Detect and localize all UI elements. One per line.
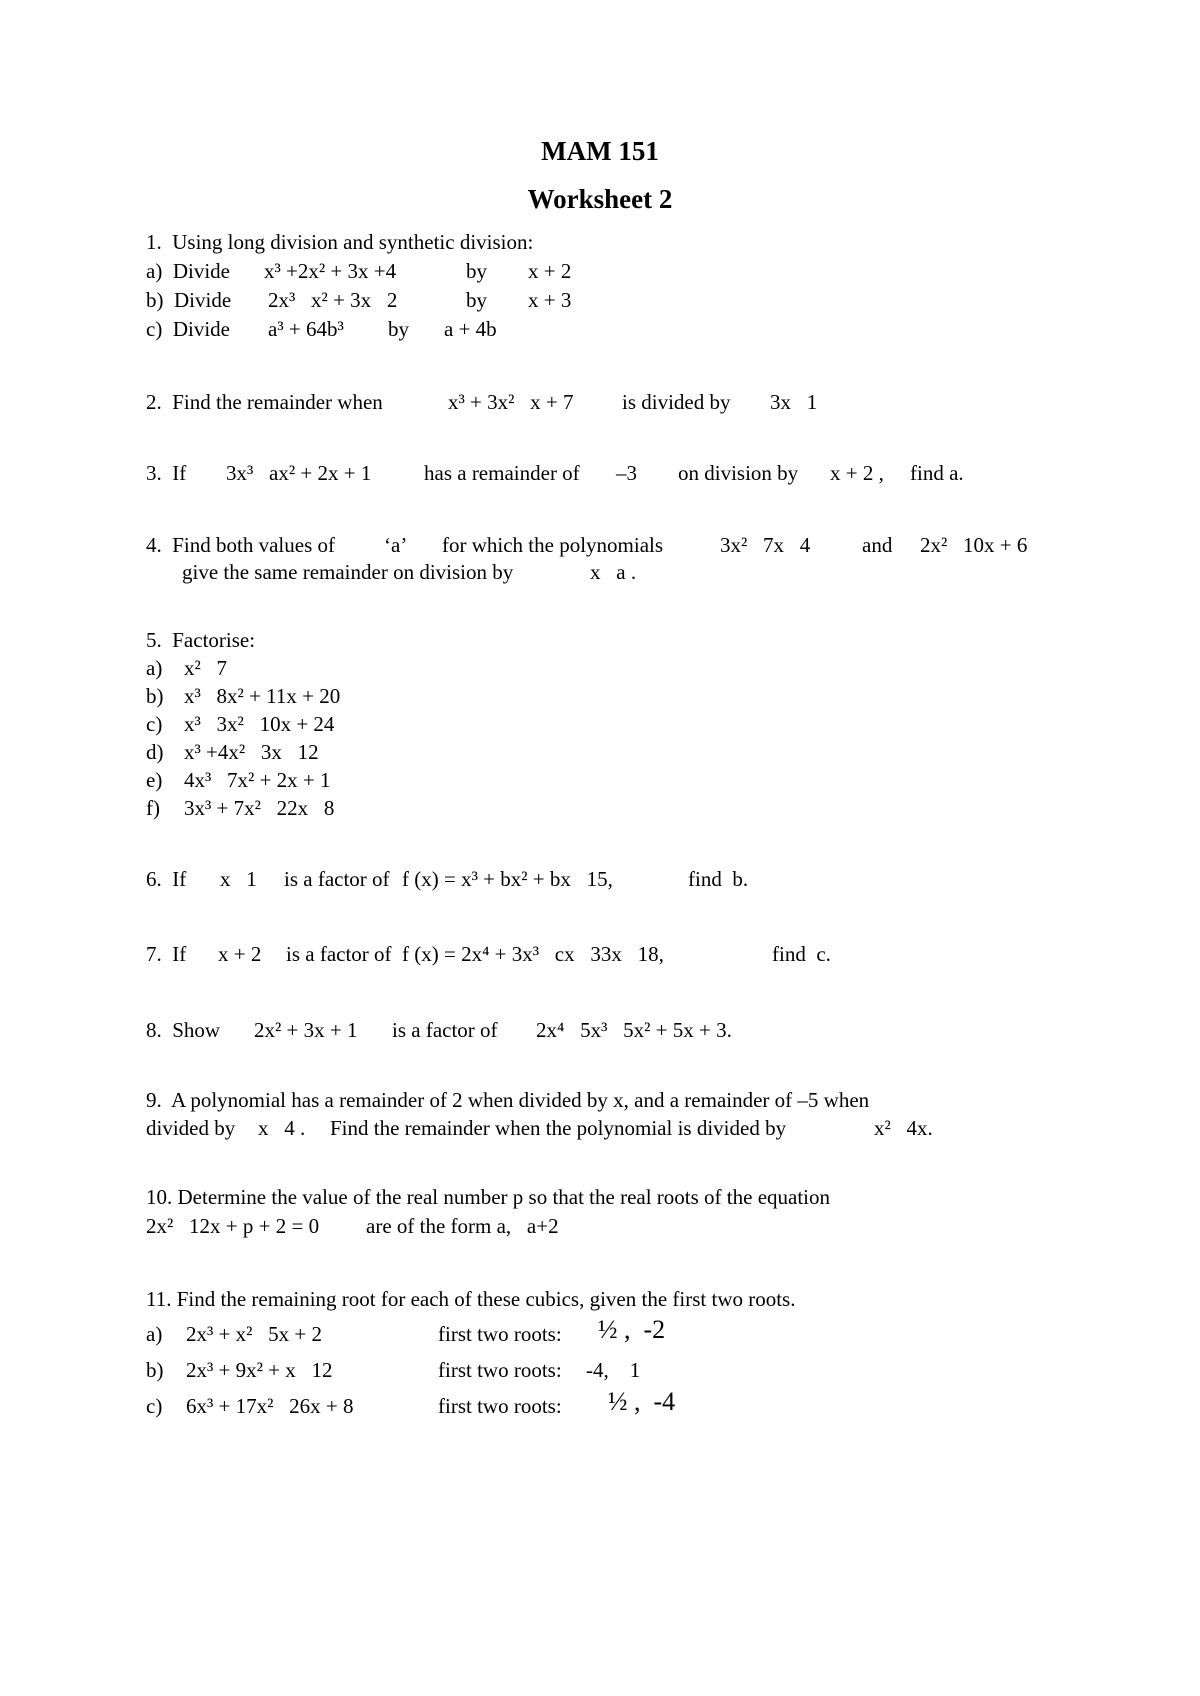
q4-quote: ‘a’ <box>384 533 408 557</box>
q11c-label: c) <box>146 1394 163 1418</box>
q10-end: are of the form a, a+2 <box>366 1214 559 1238</box>
q1c-divisor: a + 4b <box>444 317 497 341</box>
q11a-label: a) <box>146 1322 163 1346</box>
q4-expression-1: 3x² 7x 4 <box>720 533 811 557</box>
q9-line2-mid: Find the remainder when the polynomial is divided by <box>330 1116 787 1140</box>
q11c-roots-label: first two roots: <box>438 1394 562 1418</box>
q2-divisor: 3x 1 <box>770 390 818 414</box>
q7-end: find c. <box>772 942 831 966</box>
q7-expression: f (x) = 2x⁴ + 3x³ cx 33x 18, <box>402 942 664 966</box>
q5b-expression: x³ 8x² + 11x + 20 <box>184 684 341 708</box>
q11b-roots: -4, 1 <box>586 1358 641 1382</box>
q5b-label: b) <box>146 684 164 708</box>
q2-text: 2. Find the remainder when <box>146 390 383 414</box>
q9-divisor: x 4 . <box>258 1116 306 1140</box>
q4-text: 4. Find both values of <box>146 533 335 557</box>
q3-expression: 3x³ ax² + 2x + 1 <box>226 461 372 485</box>
q10-expression: 2x² 12x + p + 2 = 0 <box>146 1214 320 1238</box>
q4-expression-2: 2x² 10x + 6 <box>920 533 1028 557</box>
q9-line1: 9. A polynomial has a remainder of 2 when divided by x, and a remainder of –5 when <box>146 1088 870 1112</box>
q3-value: –3 <box>616 461 637 485</box>
q1c-by: by <box>388 317 409 341</box>
q1c-label: c) Divide <box>146 317 230 341</box>
q1c-expression: a³ + 64b³ <box>268 317 344 341</box>
q5c-label: c) <box>146 712 163 736</box>
q11-intro: 11. Find the remaining root for each of these cubics, given the first two roots. <box>146 1287 796 1311</box>
q1a-expression: x³ +2x² + 3x +4 <box>264 259 397 283</box>
q5a-label: a) <box>146 656 163 680</box>
q8-mid: is a factor of <box>392 1018 498 1042</box>
q4-mid: for which the polynomials <box>442 533 664 557</box>
course-code-title: MAM 151 <box>541 136 659 166</box>
q11a-roots: ½ , -2 <box>598 1315 666 1344</box>
q11a-expression: 2x³ + x² 5x + 2 <box>186 1322 323 1346</box>
q9-line2-start: divided by <box>146 1116 236 1140</box>
q11b-label: b) <box>146 1358 164 1382</box>
q1a-label: a) Divide <box>146 259 230 283</box>
q7-factor: x + 2 <box>218 942 262 966</box>
q3-mid2: on division by <box>678 461 799 485</box>
q5-intro: 5. Factorise: <box>146 628 256 652</box>
q1b-by: by <box>466 288 487 312</box>
q4-divisor: x a . <box>590 560 637 584</box>
q8-text: 8. Show <box>146 1018 221 1042</box>
worksheet-title: Worksheet 2 <box>527 184 673 214</box>
q3-mid: has a remainder of <box>424 461 580 485</box>
q1a-divisor: x + 2 <box>528 259 572 283</box>
q3-end: find a. <box>910 461 964 485</box>
q5e-expression: 4x³ 7x² + 2x + 1 <box>184 768 331 792</box>
q11b-expression: 2x³ + 9x² + x 12 <box>186 1358 333 1382</box>
q11c-roots: ½ , -4 <box>608 1387 676 1416</box>
q6-expression: f (x) = x³ + bx² + bx 15, <box>402 867 613 891</box>
q3-divisor: x + 2 , <box>830 461 884 485</box>
q1b-divisor: x + 3 <box>528 288 572 312</box>
q6-end: find b. <box>688 867 749 891</box>
q8-expression-1: 2x² + 3x + 1 <box>254 1018 358 1042</box>
q2-mid: is divided by <box>622 390 731 414</box>
q4-and: and <box>862 533 893 557</box>
q4-line2: give the same remainder on division by <box>182 560 514 584</box>
q5d-expression: x³ +4x² 3x 12 <box>184 740 319 764</box>
q1b-label: b) Divide <box>146 288 232 312</box>
q1b-expression: 2x³ x² + 3x 2 <box>268 288 398 312</box>
q11a-roots-label: first two roots: <box>438 1322 562 1346</box>
q9-divisor-2: x² 4x. <box>874 1116 933 1140</box>
q5a-expression: x² 7 <box>184 656 228 680</box>
q1-intro: 1. Using long division and synthetic division: <box>146 230 534 254</box>
q1a-by: by <box>466 259 487 283</box>
q8-expression-2: 2x⁴ 5x³ 5x² + 5x + 3. <box>536 1018 732 1042</box>
q6-mid: is a factor of <box>284 867 390 891</box>
q5f-expression: 3x³ + 7x² 22x 8 <box>184 796 335 820</box>
q10-line1: 10. Determine the value of the real number p so that the real roots of the equation <box>146 1185 831 1209</box>
q6-factor: x 1 <box>220 867 257 891</box>
q5c-expression: x³ 3x² 10x + 24 <box>184 712 335 736</box>
q11b-roots-label: first two roots: <box>438 1358 562 1382</box>
q3-text: 3. If <box>146 461 187 485</box>
q7-text: 7. If <box>146 942 187 966</box>
q2-expression: x³ + 3x² x + 7 <box>448 390 574 414</box>
q6-text: 6. If <box>146 867 187 891</box>
q7-mid: is a factor of <box>286 942 392 966</box>
q5f-label: f) <box>146 796 160 820</box>
q5d-label: d) <box>146 740 164 764</box>
q11c-expression: 6x³ + 17x² 26x + 8 <box>186 1394 354 1418</box>
q5e-label: e) <box>146 768 163 792</box>
